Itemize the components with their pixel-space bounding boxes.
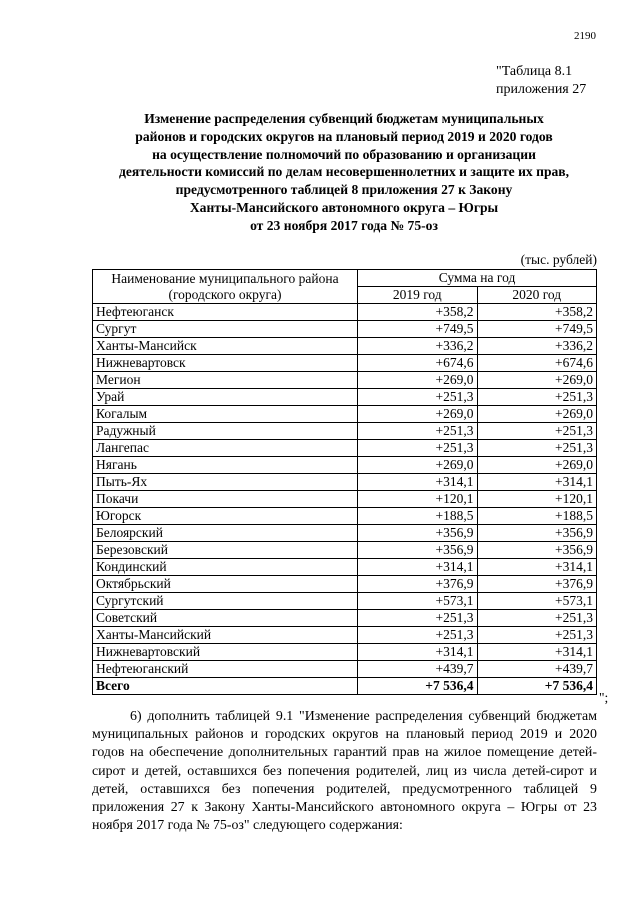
table-header-row [93,270,597,287]
value-2020: +269,0 [477,406,597,423]
total-2019: +7 536,4 [358,678,478,695]
value-2020: +269,0 [477,457,597,474]
value-2020: +251,3 [477,423,597,440]
municipality-name: Ханты-Мансийск [93,338,358,355]
header-annual-sum: Сумма на год [358,270,597,287]
table-row [93,576,597,593]
value-2020: +251,3 [477,440,597,457]
value-2020: +376,9 [477,576,597,593]
table-row [93,491,597,508]
header-municipality: Наименование муниципального района (городского округа) [93,270,358,304]
municipality-name: Ханты-Мансийский [93,627,358,644]
value-2020: +251,3 [477,389,597,406]
municipality-name: Нижневартовск [93,355,358,372]
value-2020: +314,1 [477,474,597,491]
value-2019: +674,6 [358,355,478,372]
table-reference [496,63,586,99]
title-line: Ханты-Мансийского автономного округа – Югры [189,199,499,215]
municipality-name: Югорск [93,508,358,525]
table-row [93,525,597,542]
value-2019: +251,3 [358,423,478,440]
value-2020: +269,0 [477,372,597,389]
municipality-name: Сургутский [93,593,358,610]
value-2020: +358,2 [477,304,597,321]
municipality-name: Белоярский [93,525,358,542]
value-2019: +573,1 [358,593,478,610]
table-row [93,304,597,321]
value-2020: +749,5 [477,321,597,338]
table-row [93,389,597,406]
table-row [93,593,597,610]
municipality-name: Советский [93,610,358,627]
table-closing-quote: "; [599,690,609,705]
total-label: Всего [93,678,358,695]
municipality-name: Кондинский [93,559,358,576]
title-line: районов и городских округов на плановый период 2019 и 2020 годов [135,128,553,144]
value-2020: +120,1 [477,491,597,508]
total-2020: +7 536,4 [477,678,597,695]
table-row [93,644,597,661]
value-2020: +251,3 [477,627,597,644]
municipality-name: Нижневартовский [93,644,358,661]
table-row [93,406,597,423]
value-2020: +356,9 [477,525,597,542]
value-2020: +573,1 [477,593,597,610]
value-2020: +674,6 [477,355,597,372]
table-row [93,440,597,457]
municipality-name: Березовский [93,542,358,559]
value-2020: +336,2 [477,338,597,355]
municipality-name: Пыть-Ях [93,474,358,491]
value-2019: +251,3 [358,610,478,627]
table-row [93,559,597,576]
municipality-name: Нефтеюганск [93,304,358,321]
value-2019: +269,0 [358,406,478,423]
header-2020: 2020 год [477,287,597,304]
value-2019: +439,7 [358,661,478,678]
table-total-row [93,678,597,695]
title-line: предусмотренного таблицей 8 приложения 27 к Закону [175,182,513,198]
table-row [93,627,597,644]
units-label: (тыс. рублей) [520,252,597,267]
municipality-name: Октябрьский [93,576,358,593]
table-row [93,355,597,372]
municipality-name: Мегион [93,372,358,389]
value-2020: +439,7 [477,661,597,678]
value-2019: +251,3 [358,389,478,406]
value-2020: +188,5 [477,508,597,525]
value-2019: +188,5 [358,508,478,525]
table-row [93,423,597,440]
title-line: на осуществление полномочий по образованию и организации [152,146,536,162]
municipality-name: Когалым [93,406,358,423]
header-2019: 2019 год [358,287,478,304]
value-2019: +120,1 [358,491,478,508]
value-2019: +269,0 [358,457,478,474]
municipality-name: Урай [93,389,358,406]
table-reference-line-2: приложения 27 [496,82,587,97]
value-2019: +356,9 [358,542,478,559]
value-2019: +314,1 [358,644,478,661]
municipality-name: Лангепас [93,440,358,457]
value-2020: +314,1 [477,559,597,576]
value-2019: +336,2 [358,338,478,355]
value-2019: +314,1 [358,559,478,576]
value-2019: +251,3 [358,440,478,457]
value-2019: +358,2 [358,304,478,321]
page-number: 2190 [574,30,596,42]
table-row [93,338,597,355]
value-2020: +356,9 [477,542,597,559]
value-2019: +376,9 [358,576,478,593]
subvention-table [92,269,597,695]
municipality-name: Покачи [93,491,358,508]
table-row [93,542,597,559]
table-row [93,508,597,525]
title-line: деятельности комиссий по делам несовершеннолетних и защите их прав, [118,164,570,180]
value-2019: +356,9 [358,525,478,542]
value-2019: +251,3 [358,627,478,644]
municipality-name: Сургут [93,321,358,338]
title-line: от 23 ноября 2017 года № 75-оз [250,217,438,233]
value-2019: +314,1 [358,474,478,491]
municipality-name: Радужный [93,423,358,440]
table-row [93,474,597,491]
value-2020: +251,3 [477,610,597,627]
table-row [93,661,597,678]
value-2019: +749,5 [358,321,478,338]
table-row [93,457,597,474]
title-line: Изменение распределения субвенций бюджетам муниципальных [144,111,544,126]
table-body [93,304,597,678]
table-row [93,372,597,389]
table-row [93,321,597,338]
municipality-name: Нягань [93,457,358,474]
table-row [93,610,597,627]
value-2020: +314,1 [477,644,597,661]
table-reference-line-1: "Таблица 8.1 [496,64,573,79]
value-2019: +269,0 [358,372,478,389]
document-title [92,110,596,235]
municipality-name: Нефтеюганский [93,661,358,678]
amendment-paragraph: 6) дополнить таблицей 9.1 "Изменение распределения субвенций бюджетам муниципальных районов и городских округов на плановый период 2019 и 2020 годов на обеспечение дополнительных гарантий прав на жилое помещение детей-сирот и детей, оставшихся без попечения родителей, лиц из числа детей-сирот и детей, оставшихся без попечения родителей, предусмотренного таблицей 9 приложения 27 к Закону Ханты-Мансийского автономного округа – Югры от 23 ноября 2017 года № 75-оз" следующего содержания: [92,709,597,834]
